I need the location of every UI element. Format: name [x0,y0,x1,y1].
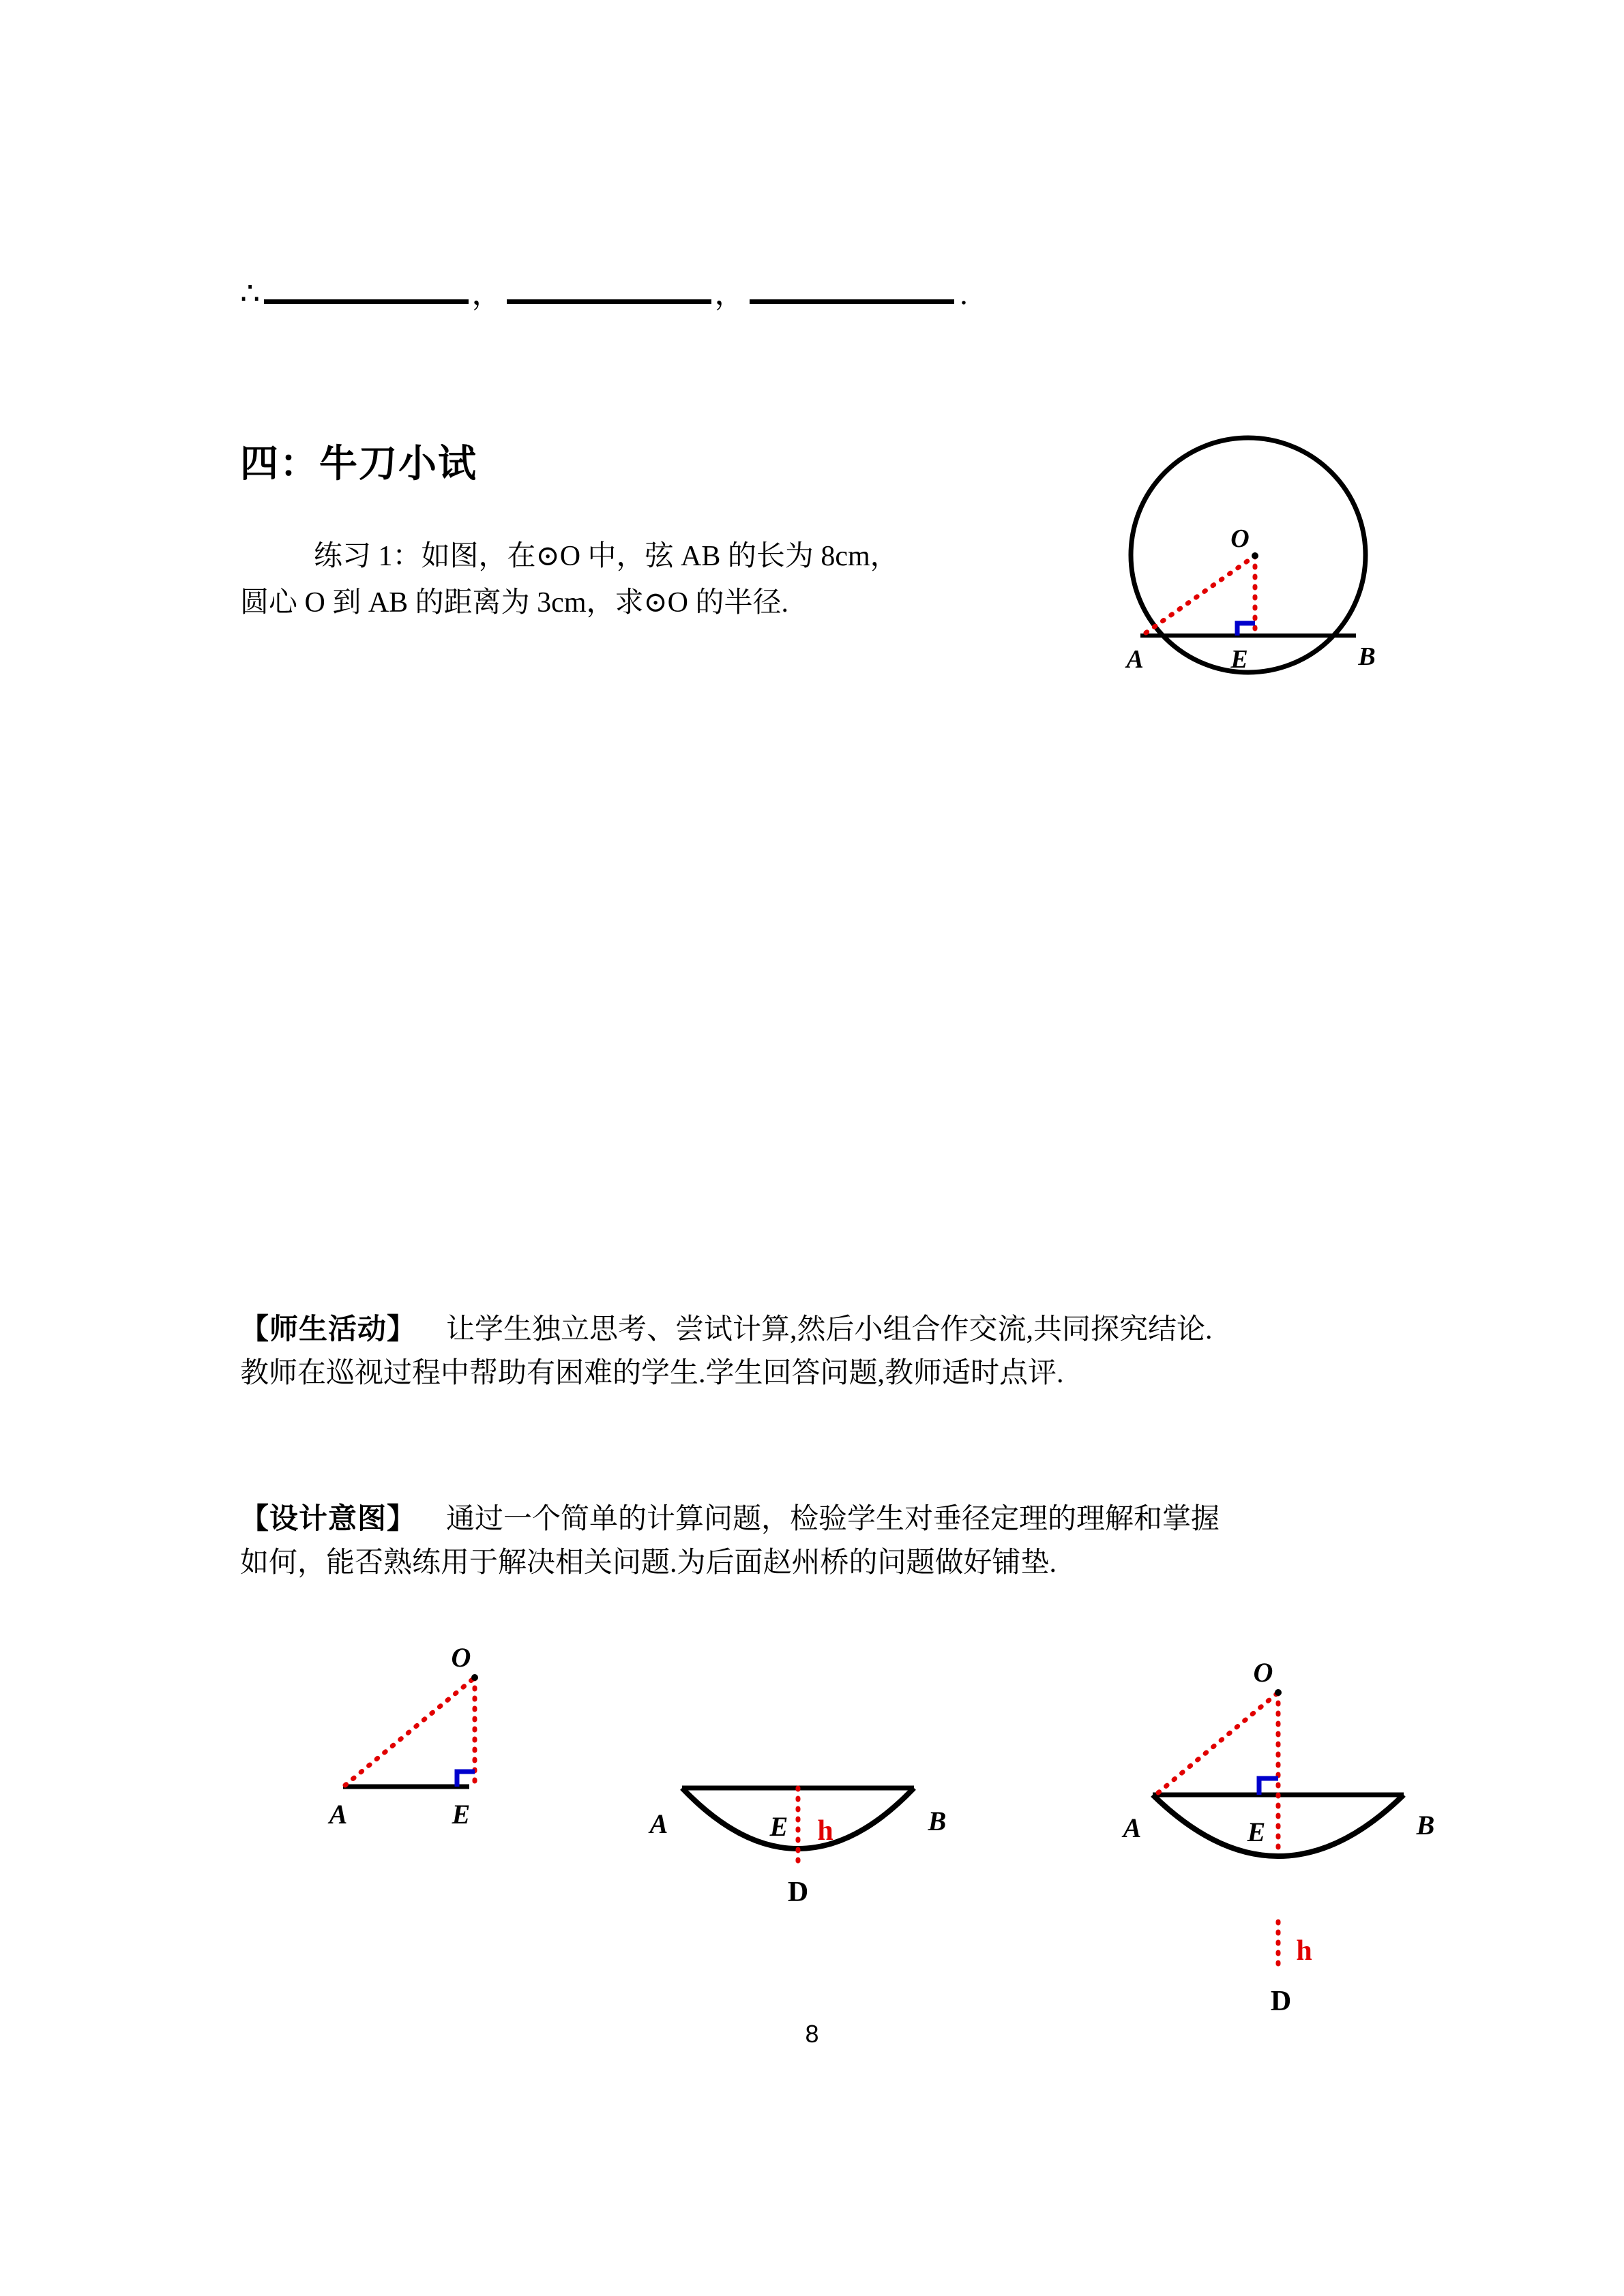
figure-arc-with-center [1084,1624,1439,2033]
design-intent-text-2: 如何，能否熟练用于解决相关问题.为后面赵州桥的问题做好铺垫. [240,1547,1057,1579]
blank-separator-1: ， [471,276,503,311]
design-intent-paragraph [240,1497,1400,1585]
label-a: A [1123,1813,1142,1843]
design-intent-text-1: 通过一个简单的计算问题，检验学生对垂径定理的理解和掌握 [446,1504,1220,1535]
label-a: A [329,1799,348,1830]
label-e: E [769,1811,788,1842]
answer-blank-1[interactable] [264,299,469,304]
label-o: O [451,1642,471,1673]
label-h: h [1296,1935,1312,1967]
arc-center-svg [1084,1624,1439,2033]
circle-chord-svg [1106,417,1393,683]
teacher-activity-line-1 [240,1308,1393,1352]
exercise-line-2 [240,580,1052,626]
figure-right-triangle [306,1624,551,1843]
therefore-symbol: ∴ [240,276,261,311]
label-b: B [928,1806,947,1836]
answer-blank-3[interactable] [750,299,954,304]
point-o-dot [1252,552,1258,559]
label-d: D [787,1877,809,1908]
blank-terminator: . [960,276,968,311]
exercise-line-2-text: 圆心 O 到 AB 的距离为 3cm，求⊙O 的半径. [240,587,789,618]
label-b: B [1416,1810,1435,1840]
label-o: O [1253,1657,1273,1688]
exercise-paragraph [240,533,1052,626]
teacher-activity-text-1: 让学生独立思考、尝试计算,然后小组合作交流,共同探究结论. [446,1314,1213,1345]
teacher-activity-text-2: 教师在巡视过程中帮助有困难的学生.学生回答问题,教师适时点评. [240,1358,1064,1389]
design-intent-label: 【设计意图】 [240,1504,417,1535]
figure-circle-with-chord [1106,417,1393,683]
label-d: D [1270,1986,1292,2017]
label-e: E [452,1799,471,1830]
blank-separator-2: ， [714,276,746,311]
exercise-line-1 [240,533,1052,580]
label-a: A [649,1808,668,1839]
label-b: B [1358,642,1376,671]
label-e: E [1247,1817,1266,1847]
answer-blank-2[interactable] [507,299,711,304]
conclusion-blank-line [240,278,968,310]
figure-arc-segment [634,1759,962,1930]
page-number: 8 [805,2020,819,2048]
teacher-activity-paragraph [240,1308,1393,1395]
design-intent-line-2 [240,1541,1400,1585]
label-e: E [1230,645,1248,674]
section-heading: 四：牛刀小试 [240,443,477,486]
label-h: h [817,1815,833,1847]
triangle-svg [306,1624,551,1843]
point-o-dot [471,1674,478,1681]
label-o: O [1230,524,1250,553]
label-a: A [1126,645,1144,674]
point-o-dot [1275,1689,1282,1696]
design-intent-line-1 [240,1497,1400,1541]
exercise-line-1-text: 练习 1：如图，在⊙O 中，弦 AB 的长为 8cm， [314,541,899,572]
right-angle-marker [1259,1778,1278,1795]
teacher-activity-line-2 [240,1352,1393,1395]
arc-segment-svg [634,1759,962,1930]
hypotenuse-oa-dotted [345,1678,475,1785]
teacher-activity-label: 【师生活动】 [240,1314,417,1345]
